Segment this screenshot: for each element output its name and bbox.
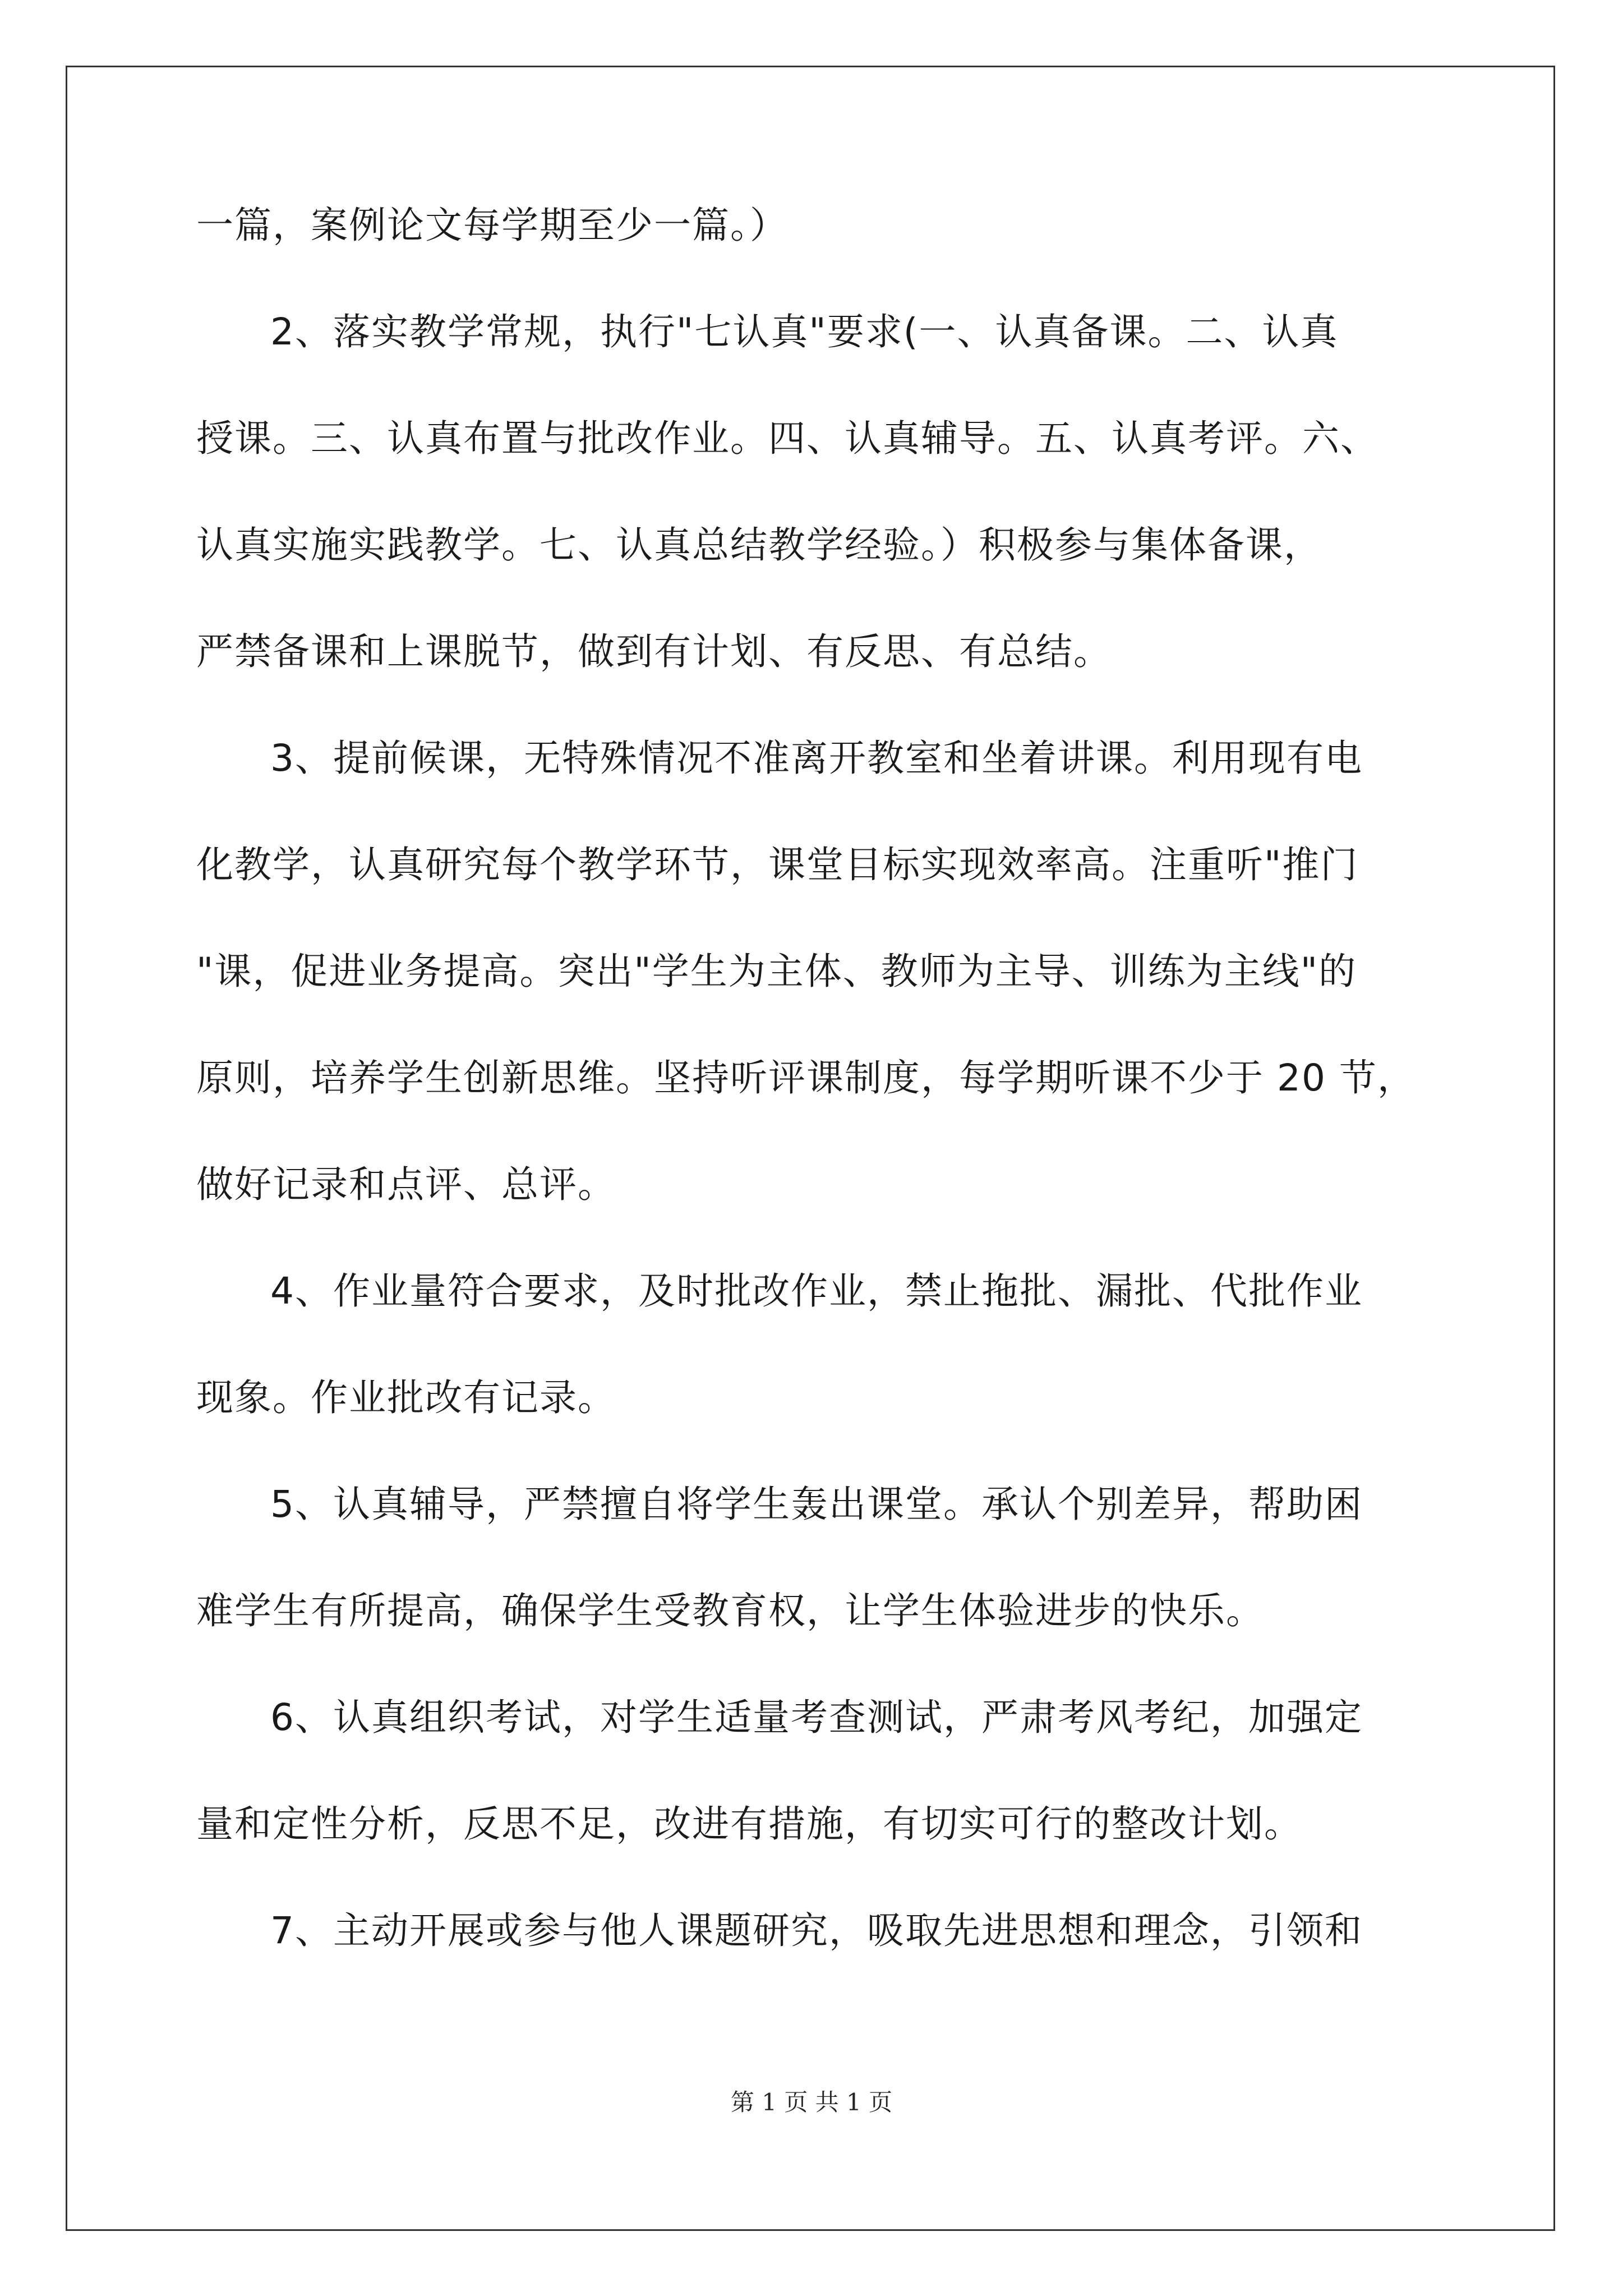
paragraph-2-line-1: 2、落实教学常规，执行"七认真"要求(一、认真备课。二、认真 xyxy=(270,310,1339,353)
text-line: 原则，培养学生创新思维。坚持听评课制度，每学期听课不少于 20 节， xyxy=(196,1056,1415,1099)
paragraph-5-line-1: 5、认真辅导，严禁擅自将学生轰出课堂。承认个别差异，帮助困 xyxy=(270,1483,1363,1526)
page-border xyxy=(66,66,1555,2231)
text-line: 授课。三、认真布置与批改作业。四、认真辅导。五、认真考评。六、 xyxy=(196,417,1378,460)
text-line: 化教学，认真研究每个教学环节，课堂目标实现效率高。注重听"推门 xyxy=(196,843,1359,886)
text-line: 严禁备课和上课脱节，做到有计划、有反思、有总结。 xyxy=(196,630,1112,673)
paragraph-3-line-1: 3、提前候课，无特殊情况不准离开教室和坐着讲课。利用现有电 xyxy=(270,737,1363,780)
paragraph-4-line-1: 4、作业量符合要求，及时批改作业，禁止拖批、漏批、代批作业 xyxy=(270,1269,1363,1313)
text-line: 一篇，案例论文每学期至少一篇。） xyxy=(196,204,788,247)
paragraph-6-line-1: 6、认真组织考试，对学生适量考查测试，严肃考风考纪，加强定 xyxy=(270,1696,1363,1739)
text-line: 难学生有所提高，确保学生受教育权，让学生体验进步的快乐。 xyxy=(196,1589,1264,1632)
text-line: 量和定性分析，反思不足，改进有措施，有切实可行的整改计划。 xyxy=(196,1802,1302,1846)
text-line: "课，促进业务提高。突出"学生为主体、教师为主导、训练为主线"的 xyxy=(196,950,1357,993)
text-line: 现象。作业批改有记录。 xyxy=(196,1376,616,1419)
text-line: 做好记录和点评、总评。 xyxy=(196,1163,616,1206)
paragraph-7-line-1: 7、主动开展或参与他人课题研究，吸取先进思想和理念，引领和 xyxy=(270,1909,1363,1952)
page-footer: 第 1 页 共 1 页 xyxy=(730,2088,893,2116)
text-line: 认真实施实践教学。七、认真总结教学经验。）积极参与集体备课， xyxy=(196,523,1322,567)
